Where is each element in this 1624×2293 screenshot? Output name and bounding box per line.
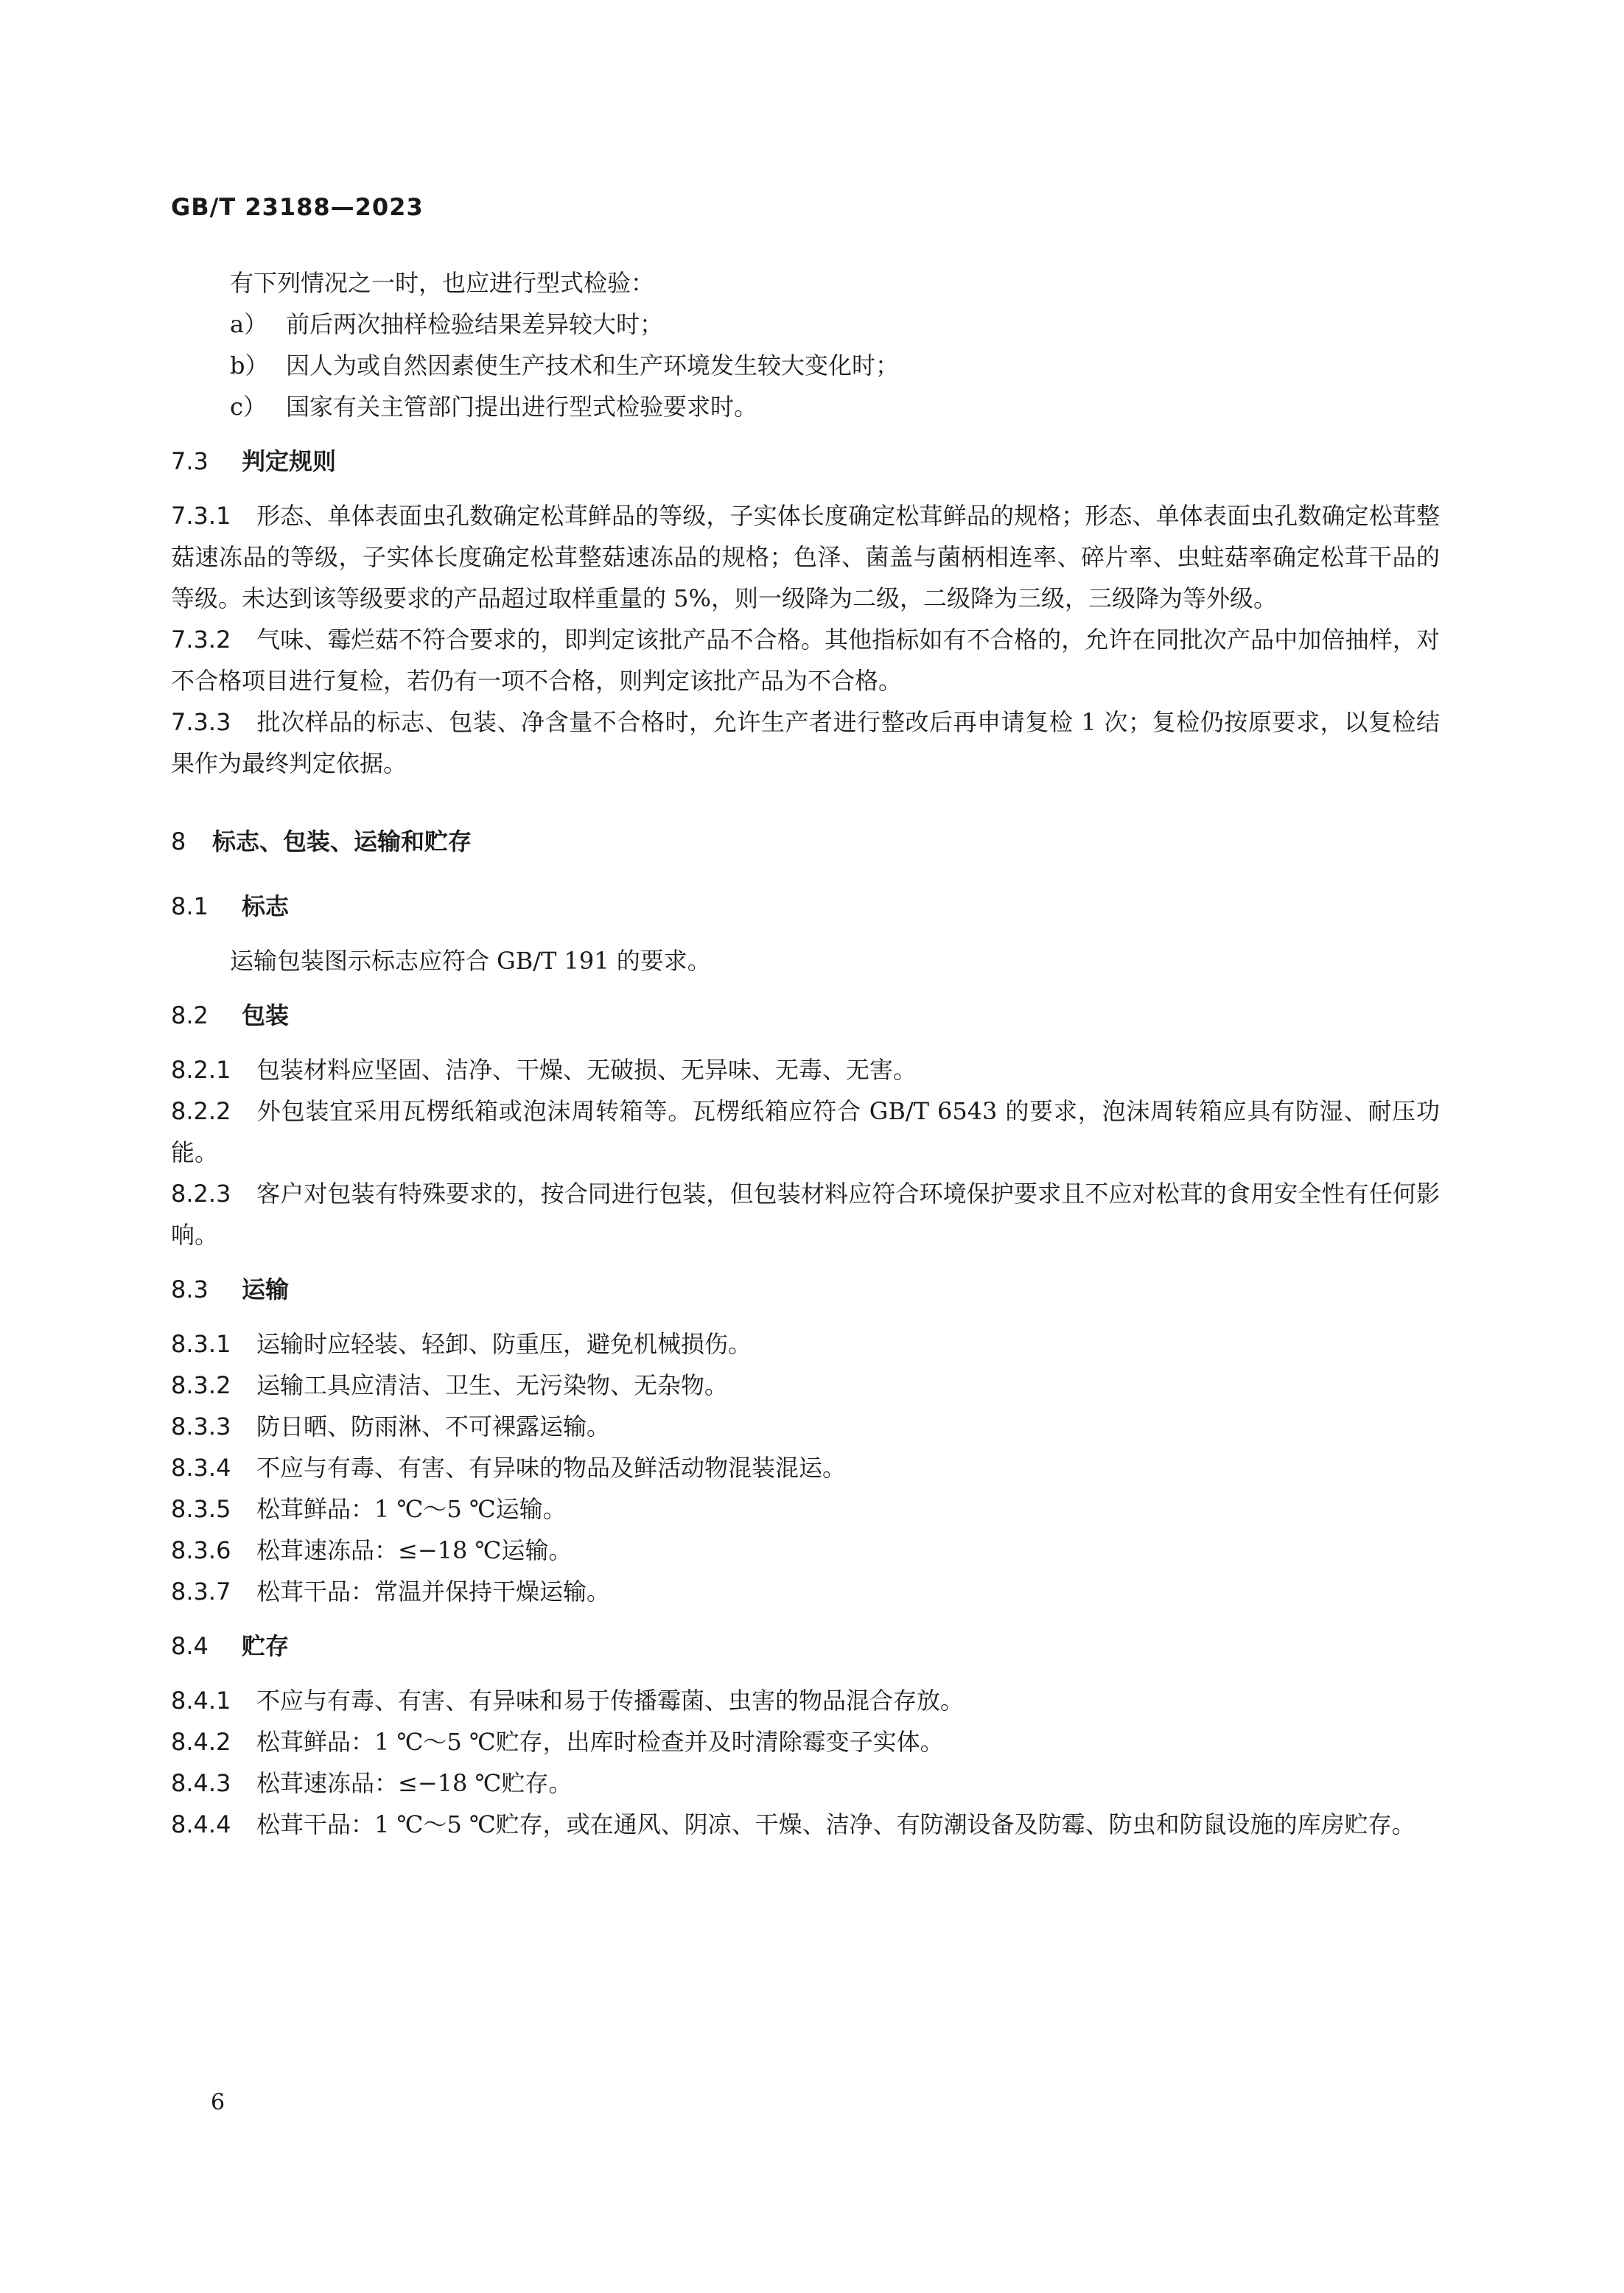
section-heading-8-4 — [171, 1625, 1440, 1667]
section-heading-7-3 — [171, 441, 1440, 482]
clause-text: 不应与有毒、有害、有异味和易于传播霉菌、虫害的物品混合存放。 — [256, 1687, 965, 1715]
clause-number: 8.4.1 — [171, 1687, 231, 1715]
section-heading-8-2 — [171, 995, 1440, 1036]
standard-code: GB/T 23188—2023 — [171, 193, 424, 221]
section-heading-8-3 — [171, 1269, 1440, 1310]
clause-7-3-2 — [171, 619, 1440, 701]
clause-8-4-4 — [171, 1804, 1440, 1845]
list-marker: b） — [230, 351, 269, 379]
clause-number: 8.3.2 — [171, 1371, 231, 1399]
clause-number: 8.2.2 — [171, 1097, 231, 1125]
clause-number: 8.4.4 — [171, 1810, 231, 1838]
clause-text: 客户对包装有特殊要求的，按合同进行包装，但包装材料应符合环境保护要求且不应对松茸的食用安全性有任何影响。 — [171, 1180, 1440, 1249]
clause-8-4-3 — [171, 1762, 1440, 1804]
section-title: 判定规则 — [242, 447, 337, 475]
clause-number: 8.3.3 — [171, 1412, 231, 1440]
clause-number: 8.3.7 — [171, 1578, 231, 1606]
clause-text: 形态、单体表面虫孔数确定松茸鲜品的等级，子实体长度确定松茸鲜品的规格；形态、单体表面虫孔数确定松茸整菇速冻品的等级，子实体长度确定松茸整菇速冻品的规格；色泽、菌盖与菌柄相连率、碎片率、虫蛀菇率确定松茸干品的等级。未达到该等级要求的产品超过取样重量的 5%，则一级降为二级，二级降为三级，三级降为等外级。 — [171, 502, 1440, 612]
clause-text: 批次样品的标志、包装、净含量不合格时，允许生产者进行整改后再申请复检 1 次；复检仍按原要求，以复检结果作为最终判定依据。 — [171, 708, 1440, 777]
section-title: 包装 — [242, 1001, 290, 1029]
clause-8-3-1 — [171, 1323, 1440, 1365]
condition-item-b — [171, 345, 1440, 386]
clause-number: 7.3.1 — [171, 502, 231, 530]
clause-text: 松茸干品：常温并保持干燥运输。 — [256, 1578, 611, 1606]
clause-8-2-3 — [171, 1173, 1440, 1256]
clause-8-3-4 — [171, 1447, 1440, 1488]
clause-8-3-3 — [171, 1406, 1440, 1447]
clause-text: 松茸速冻品：≤−18 ℃贮存。 — [256, 1769, 573, 1797]
list-text: 前后两次抽样检验结果差异较大时； — [286, 310, 664, 338]
clause-number: 8.4.2 — [171, 1728, 231, 1756]
clause-text: 防日晒、防雨淋、不可裸露运输。 — [256, 1412, 611, 1440]
clause-8-3-2 — [171, 1365, 1440, 1406]
clause-8-3-7 — [171, 1571, 1440, 1612]
clause-text: 运输时应轻装、轻卸、防重压，避免机械损伤。 — [256, 1330, 752, 1358]
list-text: 国家有关主管部门提出进行型式检验要求时。 — [286, 393, 758, 421]
condition-item-c — [171, 386, 1440, 427]
section-number: 8.3 — [171, 1275, 209, 1303]
clause-8-2-1 — [171, 1049, 1440, 1091]
clause-number: 8.2.1 — [171, 1056, 231, 1084]
clause-text: 不应与有毒、有害、有异味的物品及鲜活动物混装混运。 — [256, 1454, 847, 1482]
clause-number: 8.2.3 — [171, 1180, 231, 1208]
section-title: 运输 — [242, 1275, 290, 1303]
clause-7-3-1 — [171, 495, 1440, 619]
clause-text: 松茸鲜品：1 ℃～5 ℃运输。 — [256, 1495, 567, 1523]
clause-number: 7.3.2 — [171, 626, 231, 654]
clause-7-3-3 — [171, 701, 1440, 784]
list-text: 因人为或自然因素使生产技术和生产环境发生较大变化时； — [286, 351, 900, 379]
chapter-title: 标志、包装、运输和贮存 — [212, 827, 472, 855]
section-title: 贮存 — [242, 1632, 290, 1660]
condition-item-a — [171, 304, 1440, 345]
clause-text: 运输工具应清洁、卫生、无污染物、无杂物。 — [256, 1371, 729, 1399]
clause-8-3-5 — [171, 1488, 1440, 1530]
section-number: 8.2 — [171, 1001, 209, 1029]
clause-text: 松茸速冻品：≤−18 ℃运输。 — [256, 1536, 573, 1564]
page-number: 6 — [211, 2090, 225, 2115]
document-body — [171, 262, 1440, 1845]
clause-number: 7.3.3 — [171, 708, 231, 736]
clause-text: 包装材料应坚固、洁净、干燥、无破损、无异味、无毒、无害。 — [256, 1056, 917, 1084]
clause-text: 外包装宜采用瓦楞纸箱或泡沫周转箱等。瓦楞纸箱应符合 GB/T 6543 的要求，泡沫周转箱应具有防湿、耐压功能。 — [171, 1097, 1440, 1166]
clause-8-4-2 — [171, 1721, 1440, 1762]
clause-text: 松茸鲜品：1 ℃～5 ℃贮存，出库时检查并及时清除霉变子实体。 — [256, 1728, 944, 1756]
section-number: 8.1 — [171, 892, 209, 920]
section-number: 8.4 — [171, 1632, 209, 1660]
clause-number: 8.4.3 — [171, 1769, 231, 1797]
list-marker: a） — [230, 310, 268, 338]
clause-8-2-2 — [171, 1091, 1440, 1173]
list-marker: c） — [230, 393, 267, 421]
chapter-heading-8 — [171, 821, 1440, 862]
clause-number: 8.3.5 — [171, 1495, 231, 1523]
conditions-intro: 有下列情况之一时，也应进行型式检验： — [230, 269, 655, 297]
paragraph-8-1: 运输包装图示标志应符合 GB/T 191 的要求。 — [230, 947, 711, 975]
chapter-number: 8 — [171, 827, 186, 855]
section-title: 标志 — [242, 892, 290, 920]
clause-text: 松茸干品：1 ℃～5 ℃贮存，或在通风、阴凉、干燥、洁净、有防潮设备及防霉、防虫和防鼠设施的库房贮存。 — [256, 1810, 1415, 1838]
section-number: 7.3 — [171, 447, 209, 475]
clause-8-3-6 — [171, 1530, 1440, 1571]
clause-text: 气味、霉烂菇不符合要求的，即判定该批产品不合格。其他指标如有不合格的，允许在同批次产品中加倍抽样，对不合格项目进行复检，若仍有一项不合格，则判定该批产品为不合格。 — [171, 626, 1440, 695]
clause-8-4-1 — [171, 1680, 1440, 1721]
clause-number: 8.3.4 — [171, 1454, 231, 1482]
section-heading-8-1 — [171, 886, 1440, 927]
clause-number: 8.3.6 — [171, 1536, 231, 1564]
clause-number: 8.3.1 — [171, 1330, 231, 1358]
